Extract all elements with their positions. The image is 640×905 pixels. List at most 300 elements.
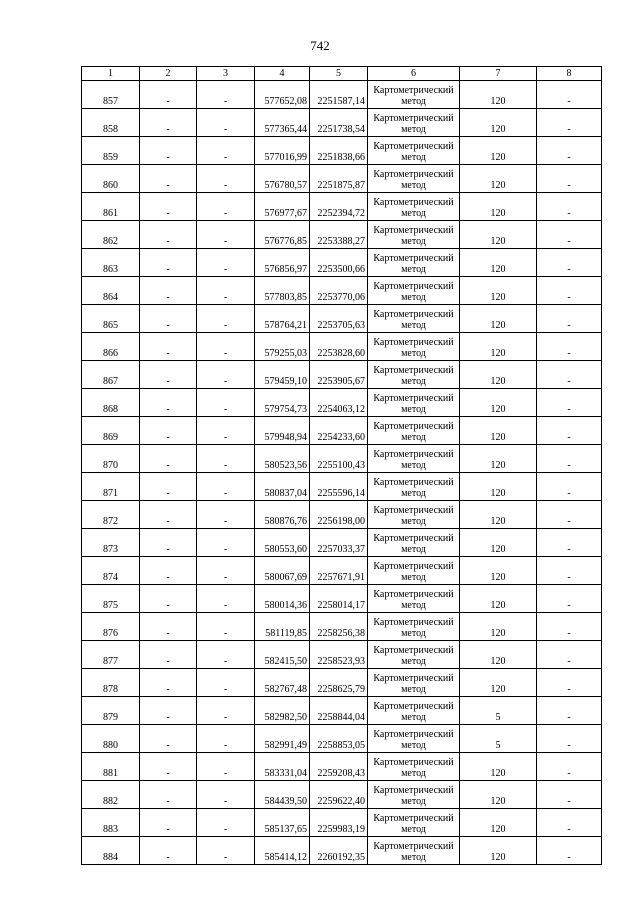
column-2-cell: - — [140, 333, 197, 361]
method-line-2: метод — [401, 236, 426, 247]
column-8-cell: - — [537, 753, 602, 781]
table-row — [82, 277, 602, 305]
y-coordinate-cell: 2253770,06 — [310, 277, 368, 305]
column-2-cell: - — [140, 529, 197, 557]
column-3-cell: - — [197, 669, 255, 697]
point-number-cell: 867 — [82, 361, 140, 389]
column-8-cell: - — [537, 473, 602, 501]
x-coordinate-cell: 576856,97 — [255, 249, 310, 277]
method-line-2: метод — [401, 264, 426, 275]
method-line-2: метод — [401, 572, 426, 583]
point-number-cell: 860 — [82, 165, 140, 193]
point-number-cell: 872 — [82, 501, 140, 529]
x-coordinate-cell: 577803,85 — [255, 277, 310, 305]
point-number-cell: 863 — [82, 249, 140, 277]
column-8-cell: - — [537, 361, 602, 389]
x-coordinate-cell: 577652,08 — [255, 81, 310, 109]
column-header: 1 — [82, 67, 140, 81]
table-row — [82, 137, 602, 165]
method-line-1: Картометрический — [373, 449, 454, 460]
column-8-cell: - — [537, 249, 602, 277]
table-row — [82, 557, 602, 585]
method-line-1: Картометрический — [373, 785, 454, 796]
y-coordinate-cell: 2256198,00 — [310, 501, 368, 529]
method-line-2: метод — [401, 740, 426, 751]
method-cell — [368, 333, 460, 361]
method-line-1: Картометрический — [373, 225, 454, 236]
column-2-cell: - — [140, 613, 197, 641]
column-2-cell: - — [140, 809, 197, 837]
point-number-cell: 884 — [82, 837, 140, 865]
column-8-cell: - — [537, 389, 602, 417]
method-line-2: метод — [401, 824, 426, 835]
method-line-1: Картометрический — [373, 85, 454, 96]
column-2-cell: - — [140, 725, 197, 753]
x-coordinate-cell: 581119,85 — [255, 613, 310, 641]
column-3-cell: - — [197, 809, 255, 837]
accuracy-cell: 120 — [460, 809, 537, 837]
page-number: 742 — [310, 38, 330, 53]
method-line-1: Картометрический — [373, 197, 454, 208]
column-2-cell: - — [140, 781, 197, 809]
x-coordinate-cell: 580014,36 — [255, 585, 310, 613]
accuracy-cell: 120 — [460, 417, 537, 445]
method-line-1: Картометрический — [373, 841, 454, 852]
method-cell — [368, 753, 460, 781]
column-8-cell: - — [537, 501, 602, 529]
column-header: 8 — [537, 67, 602, 81]
method-line-2: метод — [401, 432, 426, 443]
table-row — [82, 193, 602, 221]
y-coordinate-cell: 2254063,12 — [310, 389, 368, 417]
method-line-1: Картометрический — [373, 813, 454, 824]
column-3-cell: - — [197, 193, 255, 221]
column-3-cell: - — [197, 277, 255, 305]
column-8-cell: - — [537, 193, 602, 221]
method-line-2: метод — [401, 600, 426, 611]
table-row — [82, 809, 602, 837]
column-header: 7 — [460, 67, 537, 81]
column-3-cell: - — [197, 725, 255, 753]
accuracy-cell: 5 — [460, 725, 537, 753]
method-line-1: Картометрический — [373, 421, 454, 432]
x-coordinate-cell: 578764,21 — [255, 305, 310, 333]
accuracy-cell: 120 — [460, 361, 537, 389]
table-row — [82, 529, 602, 557]
table-row — [82, 641, 602, 669]
column-header: 3 — [197, 67, 255, 81]
method-line-1: Картометрический — [373, 645, 454, 656]
accuracy-cell: 120 — [460, 445, 537, 473]
column-2-cell: - — [140, 109, 197, 137]
accuracy-cell: 120 — [460, 837, 537, 865]
x-coordinate-cell: 582415,50 — [255, 641, 310, 669]
column-2-cell: - — [140, 837, 197, 865]
table-row — [82, 613, 602, 641]
method-line-2: метод — [401, 712, 426, 723]
y-coordinate-cell: 2252394,72 — [310, 193, 368, 221]
column-3-cell: - — [197, 81, 255, 109]
method-line-1: Картометрический — [373, 309, 454, 320]
method-line-2: метод — [401, 488, 426, 499]
column-8-cell: - — [537, 613, 602, 641]
accuracy-cell: 120 — [460, 249, 537, 277]
point-number-cell: 861 — [82, 193, 140, 221]
y-coordinate-cell: 2258014,17 — [310, 585, 368, 613]
column-header: 2 — [140, 67, 197, 81]
point-number-cell: 879 — [82, 697, 140, 725]
method-cell — [368, 81, 460, 109]
column-2-cell: - — [140, 137, 197, 165]
column-3-cell: - — [197, 641, 255, 669]
x-coordinate-cell: 577365,44 — [255, 109, 310, 137]
column-2-cell: - — [140, 585, 197, 613]
y-coordinate-cell: 2259208,43 — [310, 753, 368, 781]
accuracy-cell: 120 — [460, 81, 537, 109]
method-cell — [368, 305, 460, 333]
column-2-cell: - — [140, 277, 197, 305]
method-line-1: Картометрический — [373, 477, 454, 488]
table-row — [82, 669, 602, 697]
method-cell — [368, 585, 460, 613]
column-3-cell: - — [197, 361, 255, 389]
method-cell — [368, 697, 460, 725]
column-3-cell: - — [197, 445, 255, 473]
x-coordinate-cell: 576780,57 — [255, 165, 310, 193]
accuracy-cell: 120 — [460, 557, 537, 585]
coordinates-table — [81, 66, 602, 865]
method-line-1: Картометрический — [373, 701, 454, 712]
y-coordinate-cell: 2259622,40 — [310, 781, 368, 809]
column-8-cell: - — [537, 165, 602, 193]
column-2-cell: - — [140, 501, 197, 529]
y-coordinate-cell: 2258523,93 — [310, 641, 368, 669]
table-row — [82, 781, 602, 809]
method-cell — [368, 221, 460, 249]
point-number-cell: 873 — [82, 529, 140, 557]
y-coordinate-cell: 2251587,14 — [310, 81, 368, 109]
method-line-2: метод — [401, 768, 426, 779]
table-row — [82, 389, 602, 417]
method-line-2: метод — [401, 152, 426, 163]
x-coordinate-cell: 579255,03 — [255, 333, 310, 361]
method-line-1: Картометрический — [373, 169, 454, 180]
accuracy-cell: 120 — [460, 165, 537, 193]
point-number-cell: 883 — [82, 809, 140, 837]
accuracy-cell: 120 — [460, 277, 537, 305]
table-row — [82, 725, 602, 753]
x-coordinate-cell: 580067,69 — [255, 557, 310, 585]
column-2-cell: - — [140, 193, 197, 221]
table-row — [82, 837, 602, 865]
column-header: 6 — [368, 67, 460, 81]
column-header: 5 — [310, 67, 368, 81]
method-line-2: метод — [401, 404, 426, 415]
column-2-cell: - — [140, 389, 197, 417]
table-row — [82, 445, 602, 473]
point-number-cell: 871 — [82, 473, 140, 501]
column-3-cell: - — [197, 249, 255, 277]
accuracy-cell: 120 — [460, 585, 537, 613]
method-line-1: Картометрический — [373, 253, 454, 264]
column-3-cell: - — [197, 109, 255, 137]
y-coordinate-cell: 2258844,04 — [310, 697, 368, 725]
accuracy-cell: 120 — [460, 613, 537, 641]
x-coordinate-cell: 580553,60 — [255, 529, 310, 557]
point-number-cell: 881 — [82, 753, 140, 781]
method-line-1: Картометрический — [373, 729, 454, 740]
column-8-cell: - — [537, 585, 602, 613]
method-cell — [368, 445, 460, 473]
column-8-cell: - — [537, 837, 602, 865]
column-3-cell: - — [197, 697, 255, 725]
point-number-cell: 877 — [82, 641, 140, 669]
point-number-cell: 880 — [82, 725, 140, 753]
column-2-cell: - — [140, 641, 197, 669]
method-line-1: Картометрический — [373, 113, 454, 124]
method-cell — [368, 137, 460, 165]
method-cell — [368, 473, 460, 501]
point-number-cell: 865 — [82, 305, 140, 333]
table-row — [82, 165, 602, 193]
column-3-cell: - — [197, 333, 255, 361]
column-8-cell: - — [537, 277, 602, 305]
column-8-cell: - — [537, 221, 602, 249]
x-coordinate-cell: 580523,56 — [255, 445, 310, 473]
column-3-cell: - — [197, 501, 255, 529]
column-2-cell: - — [140, 361, 197, 389]
column-3-cell: - — [197, 389, 255, 417]
method-cell — [368, 781, 460, 809]
method-cell — [368, 669, 460, 697]
column-8-cell: - — [537, 81, 602, 109]
y-coordinate-cell: 2254233,60 — [310, 417, 368, 445]
accuracy-cell: 120 — [460, 753, 537, 781]
point-number-cell: 862 — [82, 221, 140, 249]
column-2-cell: - — [140, 445, 197, 473]
column-3-cell: - — [197, 837, 255, 865]
point-number-cell: 869 — [82, 417, 140, 445]
method-cell — [368, 837, 460, 865]
point-number-cell: 876 — [82, 613, 140, 641]
column-8-cell: - — [537, 445, 602, 473]
accuracy-cell: 120 — [460, 137, 537, 165]
x-coordinate-cell: 580837,04 — [255, 473, 310, 501]
x-coordinate-cell: 582991,49 — [255, 725, 310, 753]
column-2-cell: - — [140, 221, 197, 249]
method-cell — [368, 193, 460, 221]
column-3-cell: - — [197, 473, 255, 501]
method-cell — [368, 557, 460, 585]
table-row — [82, 333, 602, 361]
column-3-cell: - — [197, 165, 255, 193]
method-cell — [368, 809, 460, 837]
table-row — [82, 249, 602, 277]
point-number-cell: 866 — [82, 333, 140, 361]
method-cell — [368, 277, 460, 305]
method-line-1: Картометрический — [373, 533, 454, 544]
point-number-cell: 875 — [82, 585, 140, 613]
accuracy-cell: 120 — [460, 109, 537, 137]
y-coordinate-cell: 2260192,35 — [310, 837, 368, 865]
column-8-cell: - — [537, 697, 602, 725]
method-cell — [368, 417, 460, 445]
y-coordinate-cell: 2253500,66 — [310, 249, 368, 277]
table-row — [82, 305, 602, 333]
accuracy-cell: 120 — [460, 473, 537, 501]
method-line-1: Картометрический — [373, 617, 454, 628]
column-header: 4 — [255, 67, 310, 81]
column-2-cell: - — [140, 165, 197, 193]
column-3-cell: - — [197, 221, 255, 249]
method-line-2: метод — [401, 208, 426, 219]
method-line-2: метод — [401, 292, 426, 303]
method-line-2: метод — [401, 852, 426, 863]
y-coordinate-cell: 2251838,66 — [310, 137, 368, 165]
column-2-cell: - — [140, 249, 197, 277]
column-2-cell: - — [140, 753, 197, 781]
y-coordinate-cell: 2255100,43 — [310, 445, 368, 473]
method-line-2: метод — [401, 124, 426, 135]
column-8-cell: - — [537, 305, 602, 333]
column-8-cell: - — [537, 417, 602, 445]
column-2-cell: - — [140, 81, 197, 109]
method-cell — [368, 529, 460, 557]
method-cell — [368, 109, 460, 137]
x-coordinate-cell: 582982,50 — [255, 697, 310, 725]
y-coordinate-cell: 2258853,05 — [310, 725, 368, 753]
accuracy-cell: 120 — [460, 333, 537, 361]
x-coordinate-cell: 580876,76 — [255, 501, 310, 529]
method-line-1: Картометрический — [373, 505, 454, 516]
column-8-cell: - — [537, 725, 602, 753]
column-2-cell: - — [140, 669, 197, 697]
method-cell — [368, 249, 460, 277]
column-2-cell: - — [140, 697, 197, 725]
point-number-cell: 864 — [82, 277, 140, 305]
method-cell — [368, 389, 460, 417]
accuracy-cell: 120 — [460, 529, 537, 557]
method-line-2: метод — [401, 516, 426, 527]
y-coordinate-cell: 2255596,14 — [310, 473, 368, 501]
column-8-cell: - — [537, 333, 602, 361]
table-row — [82, 417, 602, 445]
method-line-2: метод — [401, 684, 426, 695]
point-number-cell: 857 — [82, 81, 140, 109]
method-cell — [368, 361, 460, 389]
column-3-cell: - — [197, 585, 255, 613]
method-line-1: Картометрический — [373, 141, 454, 152]
table-row — [82, 361, 602, 389]
y-coordinate-cell: 2258625,79 — [310, 669, 368, 697]
method-line-2: метод — [401, 348, 426, 359]
method-cell — [368, 725, 460, 753]
accuracy-cell: 120 — [460, 305, 537, 333]
method-line-1: Картометрический — [373, 365, 454, 376]
column-8-cell: - — [537, 641, 602, 669]
header-row — [82, 67, 602, 81]
method-line-2: метод — [401, 376, 426, 387]
x-coordinate-cell: 584439,50 — [255, 781, 310, 809]
column-3-cell: - — [197, 305, 255, 333]
column-8-cell: - — [537, 529, 602, 557]
method-line-2: метод — [401, 628, 426, 639]
x-coordinate-cell: 579459,10 — [255, 361, 310, 389]
point-number-cell: 882 — [82, 781, 140, 809]
y-coordinate-cell: 2253388,27 — [310, 221, 368, 249]
column-2-cell: - — [140, 557, 197, 585]
table-row — [82, 473, 602, 501]
accuracy-cell: 5 — [460, 697, 537, 725]
method-line-1: Картометрический — [373, 281, 454, 292]
method-cell — [368, 501, 460, 529]
method-line-1: Картометрический — [373, 757, 454, 768]
column-8-cell: - — [537, 557, 602, 585]
point-number-cell: 878 — [82, 669, 140, 697]
y-coordinate-cell: 2258256,38 — [310, 613, 368, 641]
accuracy-cell: 120 — [460, 641, 537, 669]
y-coordinate-cell: 2257671,91 — [310, 557, 368, 585]
table-row — [82, 697, 602, 725]
x-coordinate-cell: 576776,85 — [255, 221, 310, 249]
column-3-cell: - — [197, 613, 255, 641]
column-3-cell: - — [197, 417, 255, 445]
column-3-cell: - — [197, 557, 255, 585]
column-2-cell: - — [140, 417, 197, 445]
x-coordinate-cell: 579754,73 — [255, 389, 310, 417]
y-coordinate-cell: 2253705,63 — [310, 305, 368, 333]
accuracy-cell: 120 — [460, 221, 537, 249]
method-line-2: метод — [401, 180, 426, 191]
method-line-2: метод — [401, 544, 426, 555]
method-line-2: метод — [401, 796, 426, 807]
column-2-cell: - — [140, 473, 197, 501]
x-coordinate-cell: 576977,67 — [255, 193, 310, 221]
y-coordinate-cell: 2251875,87 — [310, 165, 368, 193]
method-line-1: Картометрический — [373, 589, 454, 600]
table-body — [82, 81, 602, 865]
column-3-cell: - — [197, 529, 255, 557]
point-number-cell: 870 — [82, 445, 140, 473]
point-number-cell: 868 — [82, 389, 140, 417]
column-8-cell: - — [537, 781, 602, 809]
column-8-cell: - — [537, 809, 602, 837]
accuracy-cell: 120 — [460, 669, 537, 697]
table-row — [82, 109, 602, 137]
accuracy-cell: 120 — [460, 389, 537, 417]
x-coordinate-cell: 585137,65 — [255, 809, 310, 837]
column-8-cell: - — [537, 669, 602, 697]
method-line-1: Картометрический — [373, 337, 454, 348]
method-cell — [368, 613, 460, 641]
y-coordinate-cell: 2253905,67 — [310, 361, 368, 389]
table-row — [82, 501, 602, 529]
point-number-cell: 859 — [82, 137, 140, 165]
column-2-cell: - — [140, 305, 197, 333]
method-line-1: Картометрический — [373, 393, 454, 404]
accuracy-cell: 120 — [460, 501, 537, 529]
table-row — [82, 753, 602, 781]
column-3-cell: - — [197, 781, 255, 809]
x-coordinate-cell: 583331,04 — [255, 753, 310, 781]
method-cell — [368, 165, 460, 193]
method-line-1: Картометрический — [373, 561, 454, 572]
point-number-cell: 858 — [82, 109, 140, 137]
column-3-cell: - — [197, 753, 255, 781]
accuracy-cell: 120 — [460, 193, 537, 221]
accuracy-cell: 120 — [460, 781, 537, 809]
method-line-2: метод — [401, 656, 426, 667]
